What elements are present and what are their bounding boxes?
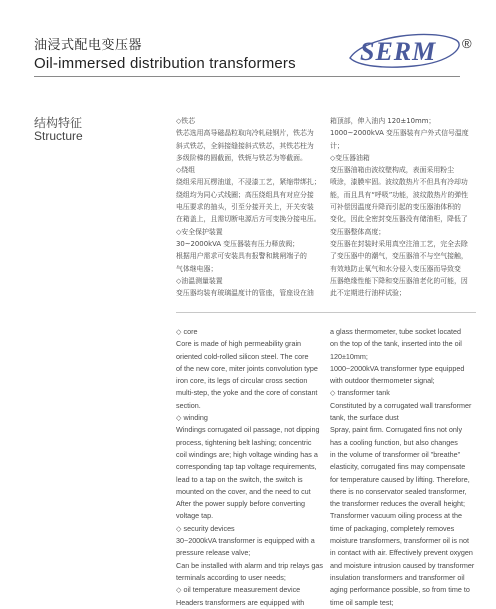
- text-line: 变压器均装有玻璃温度计的管座，管座设在油: [176, 289, 314, 298]
- text-line: elasticity, corrugated fins may compensate: [330, 462, 466, 472]
- text-line: 120±10mm;: [330, 351, 368, 361]
- text-line: 变压器在封装时采用真空注油工艺，完全去除: [330, 239, 468, 248]
- text-line: moisture transformers, transformer oil is not: [330, 536, 469, 546]
- text-line: Spray, paint firm. Corrugated fins not only: [330, 425, 463, 435]
- text-line: coil windings are; high voltage winding has a: [176, 449, 318, 459]
- text-line: pressure release valve;: [176, 548, 251, 558]
- text-line: 变压器整体高度；: [330, 227, 386, 236]
- text-line: 箱顶部，伸入油内 120±10mm；: [330, 117, 436, 125]
- text-line: 根据用户需求可安装具有报警和跳闸端子的: [176, 252, 307, 261]
- text-line: Can be installed with alarm and trip relays gas: [176, 560, 324, 570]
- text-line: a glass thermometer, tube socket located: [330, 327, 462, 336]
- text-line: 30~2000kVA transformer is equipped with a: [176, 536, 315, 546]
- text-line: corresponding tap tap voltage requirements,: [176, 462, 317, 472]
- text-line: with outdoor thermometer signal;: [330, 376, 435, 386]
- section-title-cn: 结构特征: [34, 116, 83, 130]
- text-line: 1000~2000kVA 变压器装有户外式信号温度: [330, 129, 469, 138]
- text-line: 多级阶梯的圆截面，铁轭与铁芯为等截面。: [176, 153, 307, 162]
- text-line: ◇绕组: [176, 166, 196, 175]
- text-line: time of packaging, completely removes: [330, 523, 455, 533]
- text-line: in contact with air. Effectively prevent oxygen: [330, 548, 473, 558]
- text-line: ◇安全保护装置: [176, 227, 223, 236]
- text-line: 变化，因此全密封变压器没有储油柜，降低了: [330, 215, 468, 224]
- section-title-en: Structure: [34, 129, 83, 143]
- text-line: 绕组采用瓦楞油道，不浸漆工艺，紧缩带绑扎；: [176, 178, 321, 187]
- text-line: for temperature caused by lifting. Therefore,: [330, 474, 470, 484]
- text-line: Windings corrugated oil passage, not dipping: [176, 425, 320, 435]
- text-line: ◇ security devices: [176, 523, 235, 533]
- page-title-en: Oil-immersed distribution transformers: [34, 55, 296, 72]
- language-divider: [176, 312, 476, 313]
- text-line: 压器绝缘性能下降和变压器油老化的可能，因: [330, 276, 468, 285]
- text-line: process, tightening belt lashing; concentric: [176, 437, 312, 447]
- text-line: ◇ transformer tank: [330, 388, 390, 398]
- text-line: aging performance possible, so from time to: [330, 585, 470, 595]
- logo-wordmark: SERM: [360, 37, 437, 66]
- text-line: section.: [176, 400, 201, 410]
- structure-text-cn-left: [176, 115, 322, 299]
- text-line: 有效地防止氧气和水分侵入变压器而导致变: [330, 264, 461, 273]
- text-line: 能，而且具有“呼吸”功能，波纹散热片的弹性: [330, 190, 469, 199]
- serm-logo: [344, 28, 480, 72]
- text-line: 1000~2000kVA transformer type equipped: [330, 363, 465, 373]
- text-line: and moisture intrusion caused by transformer: [330, 560, 475, 570]
- structure-text-en-left: [176, 326, 324, 609]
- text-line: of the new core, miter joints convolution type: [176, 363, 318, 373]
- text-line: ◇变压器油箱: [330, 153, 370, 162]
- text-line: the transformer reduces the overall height;: [330, 499, 466, 509]
- text-line: ◇铁芯: [176, 117, 196, 125]
- text-line: ◇ oil temperature measurement device: [176, 585, 301, 595]
- text-line: has a cooling function, but also changes: [330, 437, 458, 447]
- text-line: iron core, its legs of circular cross section: [176, 376, 308, 386]
- header-divider: [34, 76, 460, 77]
- text-line: ◇油温测量装置: [176, 276, 223, 285]
- registered-mark: ®: [462, 36, 472, 51]
- text-line: 计；: [330, 141, 344, 150]
- text-line: Constituted by a corrugated wall transformer: [330, 400, 472, 410]
- structure-text-cn-right: [330, 115, 478, 299]
- text-line: there is no conservator sealed transformer,: [330, 486, 467, 496]
- text-line: 气体继电器；: [176, 264, 218, 273]
- text-line: 铁芯选用高导磁晶粒取向冷轧硅钢片，铁芯为: [176, 129, 314, 138]
- text-line: ◇ winding: [176, 413, 208, 423]
- text-line: ◇ core: [176, 327, 198, 336]
- text-line: multi-step, the yoke and the core of constant: [176, 388, 318, 398]
- text-line: in the volume of transformer oil "breathe": [330, 449, 461, 459]
- text-line: After the power supply before converting: [176, 499, 306, 509]
- text-line: insulation transformers and transformer oil: [330, 572, 465, 582]
- text-line: lead to a tap on the switch, the switch is: [176, 474, 303, 484]
- text-line: 绕组均为同心式线圈；高压绕组具有对应分接: [176, 190, 314, 199]
- text-line: time oil sample test;: [330, 597, 394, 607]
- structure-text-en-right: [330, 326, 478, 609]
- text-line: mounted on the cover, and the need to cut: [176, 486, 311, 496]
- text-line: voltage tap.: [176, 511, 214, 521]
- serm-logo-graphic: [344, 28, 480, 72]
- text-line: Headers transformers are equipped with: [176, 597, 305, 607]
- text-line: on the top of the tank, inserted into the oil: [330, 339, 462, 349]
- page-title-cn: 油浸式配电变压器: [34, 38, 143, 53]
- text-line: 斜式铁芯，全斜接缝接斜式铁芯，其铁芯柱为: [176, 141, 314, 150]
- text-line: 喷涂，漆膜牢固。波纹散热片不但具有冷却功: [330, 178, 468, 187]
- text-line: 在箱盖上，且需切断电源后方可变换分接电压。: [176, 215, 321, 224]
- text-line: Core is made of high permeability grain: [176, 339, 302, 349]
- text-line: oriented cold-rolled silicon steel. The core: [176, 351, 309, 361]
- text-line: 可补偿因温度升降而引起的变压器油体积的: [330, 203, 461, 212]
- text-line: 此不定期进行油样试验；: [330, 289, 406, 298]
- text-line: 了变压器中的潮气，变压器油不与空气接触，: [330, 252, 468, 261]
- text-line: 30~2000kVA 变压器装有压力释放阀；: [176, 239, 300, 248]
- text-line: 电压要求的抽头，引至分接开关上，开关安装: [176, 203, 314, 212]
- text-line: Transformer vacuum oiling process at the: [330, 511, 462, 521]
- text-line: 变压器油箱由波纹壁构成，表面采用粉尘: [330, 166, 455, 175]
- text-line: terminals according to user needs;: [176, 572, 286, 582]
- text-line: tank, the surface dust: [330, 413, 399, 423]
